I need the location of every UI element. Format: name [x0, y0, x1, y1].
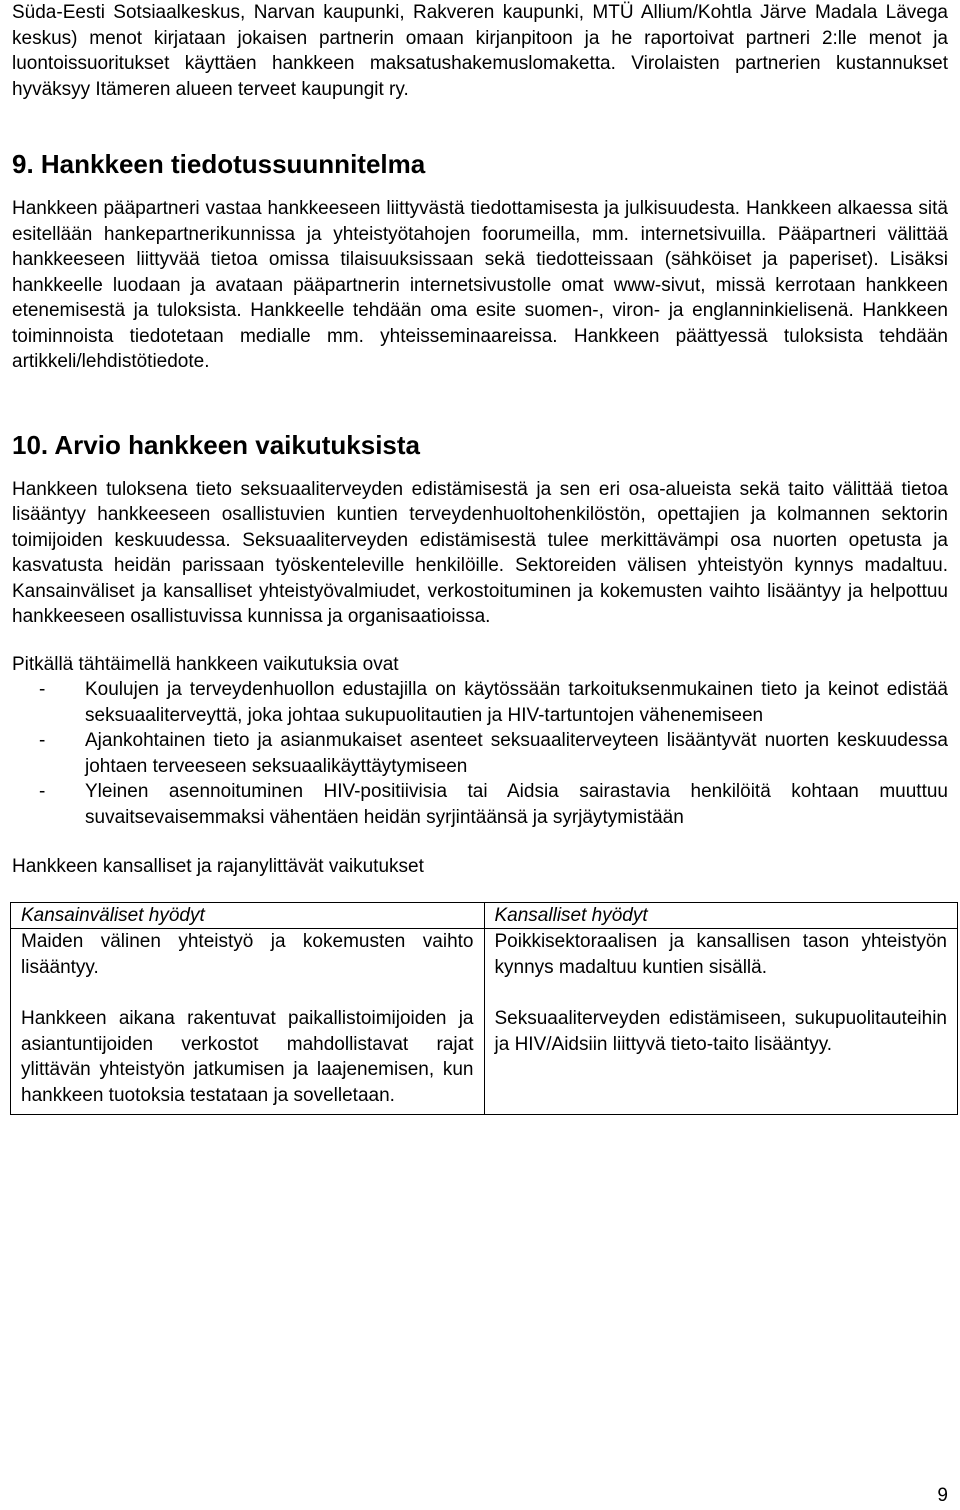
long-term-list: [12, 677, 948, 830]
list-item: [12, 728, 948, 779]
impacts-heading: Hankkeen kansalliset ja rajanylittävät vaikutukset: [12, 856, 424, 877]
international-benefit-1: Maiden välinen yhteistyö ja kokemusten vaihto lisääntyy.: [21, 931, 474, 978]
list-dash: -: [39, 781, 46, 802]
benefits-table: [10, 902, 958, 1116]
section-10-text: Hankkeen tuloksena tieto seksuaaliterveyden edistämisestä ja sen eri osa-alueista sekä taito välittää tietoa lisääntyy hankkeeseen osallistuvien kuntien terveydenhuoltohenkilöstön, opettajien ja kolmannen sektorin toimijoiden keskuudessa. Seksuaaliterveyden edistämisestä tulee merkittävämpi osa nuorten opetusta ja kasvatusta heidän parissaan työskenteleville henkilöille. Sektoreiden välisen yhteistyön kynnys madaltuu. Kansainväliset ja kansalliset yhteistyövalmiudet, verkostoituminen ja kokemusten vaihto lisääntyy ja helpottuu hankkeeseen osallistuvissa kunnissa ja organisaatioissa.: [12, 478, 948, 627]
list-item: [12, 677, 948, 728]
list-item: [12, 779, 948, 830]
list-item-text: Yleinen asennoituminen HIV-positiivisia tai Aidsia sairastavia henkilöitä kohtaan muuttuu suvaitsevaisemmaksi vähentäen heidän syrjintäänsä ja syrjäytymistään: [85, 781, 948, 828]
national-benefits-cell: [484, 929, 958, 1115]
section-9-heading: 9. Hankkeen tiedotussuunnitelma: [12, 149, 426, 179]
list-dash: -: [39, 679, 46, 700]
intro-paragraph: Süda-Eesti Sotsiaalkeskus, Narvan kaupunki, Rakveren kaupunki, MTÜ Allium/Kohtla Järve Madala Lävega keskus) menot kirjataan jokaisen partnerin omaan kirjanpitoon ja he raportoivat partneri 2:lle menot ja luontoissuoritukset käyttäen hankkeen maksatushakemuslomaketta. Virolaisten partnerien kustannukset hyväksyy Itämeren alueen terveet kaupungit ry.: [12, 2, 948, 100]
national-benefits-header: Kansalliset hyödyt: [484, 902, 958, 929]
list-item-text: Ajankohtainen tieto ja asianmukaiset asenteet seksuaaliterveyteen lisääntyvät nuorten keskuudessa johtaen terveeseen seksuaalikäyttäytymiseen: [85, 730, 948, 777]
national-benefit-1: Poikkisektoraalisen ja kansallisen tason yhteistyön kynnys madaltuu kuntien sisällä.: [494, 931, 947, 978]
international-benefits-header: Kansainväliset hyödyt: [11, 902, 485, 929]
page-number: 9: [937, 1484, 948, 1506]
international-benefits-cell: [11, 929, 485, 1115]
national-benefit-2: Seksuaaliterveyden edistämiseen, sukupuolitauteihin ja HIV/Aidsiin liittyvä tieto-taito lisääntyy.: [494, 1008, 947, 1055]
section-10-heading: 10. Arvio hankkeen vaikutuksista: [12, 429, 421, 460]
international-benefit-2: Hankkeen aikana rakentuvat paikallistoimijoiden ja asiantuntijoiden verkostot mahdollistavat rajat ylittävän yhteistyön jatkumisen ja laajenemisen, kun hankkeen tuotoksia testataan ja sovelletaan.: [21, 1008, 474, 1106]
document-page: [12, 0, 948, 1115]
long-term-heading: Pitkällä tähtäimellä hankkeen vaikutuksia ovat: [12, 653, 399, 675]
list-item-text: Koulujen ja terveydenhuollon edustajilla on käytössään tarkoituksenmukainen tieto ja keinot edistää seksuaaliterveyttä, joka johtaa sukupuolitautien ja HIV-tartuntojen vähenemiseen: [85, 679, 948, 726]
list-dash: -: [39, 730, 46, 751]
section-9-text: Hankkeen pääpartneri vastaa hankkeeseen liittyvästä tiedottamisesta ja julkisuudesta. Hankkeen alkaessa sitä esitellään hankepartnerikunnissa ja yhteistyötahojen foorumeilla, mm. internetsivuilla. Pääpartneri välittää hankkeeseen liittyvää tietoa omissa tilaisuuksissaan sekä tiedotteissaan (sähköiset ja paperiset). Lisäksi hankkeelle luodaan ja avataan pääpartnerin internetsivustolle omat www-sivut, missä kerrotaan hankkeen etenemisestä ja tuloksista. Hankkeelle tehdään oma esite suomen-, viron- ja englanninkielisenä. Hankkeen toiminnoista tiedotetaan medialle mm. yhteisseminaareissa. Hankkeen päättyessä tuloksista tehdään artikkeli/lehdistötiedote.: [12, 198, 948, 372]
